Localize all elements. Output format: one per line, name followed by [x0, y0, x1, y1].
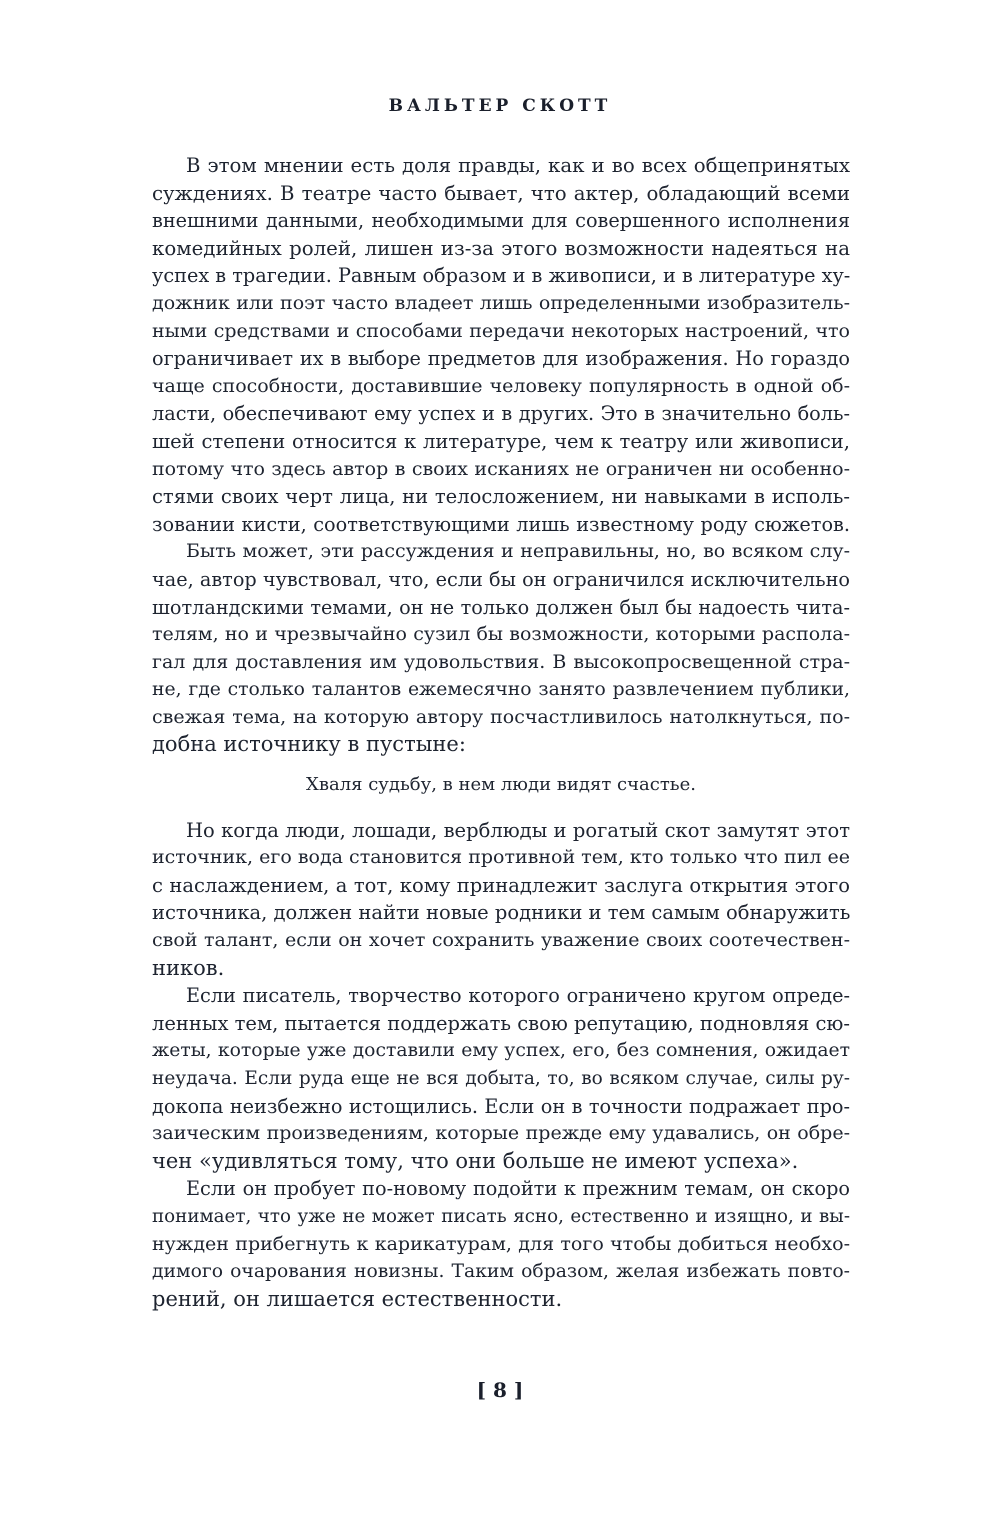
paragraph-3: [152, 817, 850, 983]
text-line: Но когда люди, лошади, верблюды и рогатый скот замутят этот: [186, 818, 850, 842]
text-line: дожник или поэт часто владеет лишь определенными изобразитель-: [152, 291, 850, 314]
running-head: ВАЛЬТЕР СКОТТ: [388, 96, 612, 116]
text-line: источника, должен найти новые родники и тем самым обнаружить: [152, 901, 851, 925]
text-line: шотландскими темами, он не только должен был бы надоесть чита-: [152, 595, 850, 619]
text-line: свежая тема, на которую автору посчастливилось натолкнуться, по-: [152, 705, 850, 728]
text-line: не, где столько талантов ежемесячно занято развлечением публики,: [152, 679, 850, 701]
paragraph-4: [152, 982, 850, 1175]
text-line: неудача. Если руда еще не вся добыта, то, во всяком случае, силы ру-: [152, 1068, 850, 1089]
text-line: с наслаждением, а тот, кому принадлежит заслуга открытия этого: [152, 873, 850, 897]
text-line: потому что здесь автор в своих исканиях не ограничен ни особенно-: [152, 457, 850, 480]
text-line: нужден прибегнуть к карикатурам, для того чтобы добиться необхо-: [152, 1232, 850, 1255]
text-line: источник, его вода становится противной тем, кто только что пил ее: [152, 846, 850, 869]
text-line: чаще способности, доставившие человеку популярность в одной об-: [152, 374, 850, 397]
text-line: стями своих черт лица, ни телосложением, ни навыками в исполь-: [152, 485, 850, 509]
text-line: Если писатель, творчество которого ограничено кругом опреде-: [186, 984, 850, 1008]
text-line: чен «удивляться тому, что они больше не имеют успеха».: [152, 1148, 799, 1173]
paragraph-2: [152, 538, 850, 759]
text-line: Быть может, эти рассуждения и неправильны, но, во всяком слу-: [186, 540, 850, 563]
text-line: зовании кисти, соответствующими лишь известному роду сюжетов.: [152, 512, 850, 536]
text-line: Если он пробует по-новому подойти к прежним темам, он скоро: [186, 1177, 850, 1201]
text-line: докопа неизбежно истощились. Если он в точности подражает про-: [152, 1094, 850, 1118]
text-line: заическим произведениям, которые прежде ему удавались, он обре-: [152, 1122, 850, 1145]
main-text: [152, 152, 850, 1313]
text-line: ными средствами и способами передачи некоторых настроений, что: [152, 319, 850, 342]
text-line: суждениях. В театре часто бывает, что актер, обладающий всеми: [152, 181, 850, 205]
page-number: [ 8 ]: [476, 1378, 524, 1402]
text-line: рений, он лишается естественности.: [152, 1286, 563, 1311]
text-line: ников.: [152, 955, 225, 980]
text-line: жеты, которые уже доставили ему успех, его, без сомнения, ожидает: [152, 1040, 850, 1062]
text-line: добна источнику в пустыне:: [152, 732, 466, 757]
text-line: комедийных ролей, лишен из-за этого возможности надеяться на: [152, 236, 850, 260]
text-line: ленных тем, пытается поддержать свою репутацию, подновляя сю-: [152, 1011, 850, 1035]
text-line: понимает, что уже не может писать ясно, естественно и изящно, и вы-: [152, 1205, 850, 1227]
text-line: успех в трагедии. Равным образом и в живописи, и в литературе ху-: [152, 264, 851, 288]
text-line: ограничивает их в выборе предметов для изображения. Но гораздо: [152, 347, 850, 371]
paragraph-5: [152, 1175, 850, 1313]
text-line: димого очарования новизны. Таким образом, желая избежать повто-: [152, 1261, 850, 1283]
text-line: ласти, обеспечивают ему успех и в других. Это в значительно боль-: [152, 402, 850, 426]
text-line: телям, но и чрезвычайно сузил бы возможности, которыми распола-: [152, 623, 850, 646]
text-line: свой талант, если он хочет сохранить уважение своих соотечествен-: [152, 929, 850, 952]
paragraph-1: [152, 152, 850, 538]
text-line: внешними данными, необходимыми для совершенного исполнения: [152, 209, 850, 233]
text-line: чае, автор чувствовал, что, если бы он ограничился исключительно: [152, 567, 850, 591]
text-line: В этом мнении есть доля правды, как и во всех общепринятых: [186, 154, 850, 177]
epigraph: Хваля судьбу, в нем люди видят счастье.: [306, 774, 696, 796]
text-line: шей степени относится к литературе, чем к театру или живописи,: [152, 429, 850, 453]
text-line: гал для доставления им удовольствия. В высокопросвещенной стра-: [152, 650, 850, 673]
